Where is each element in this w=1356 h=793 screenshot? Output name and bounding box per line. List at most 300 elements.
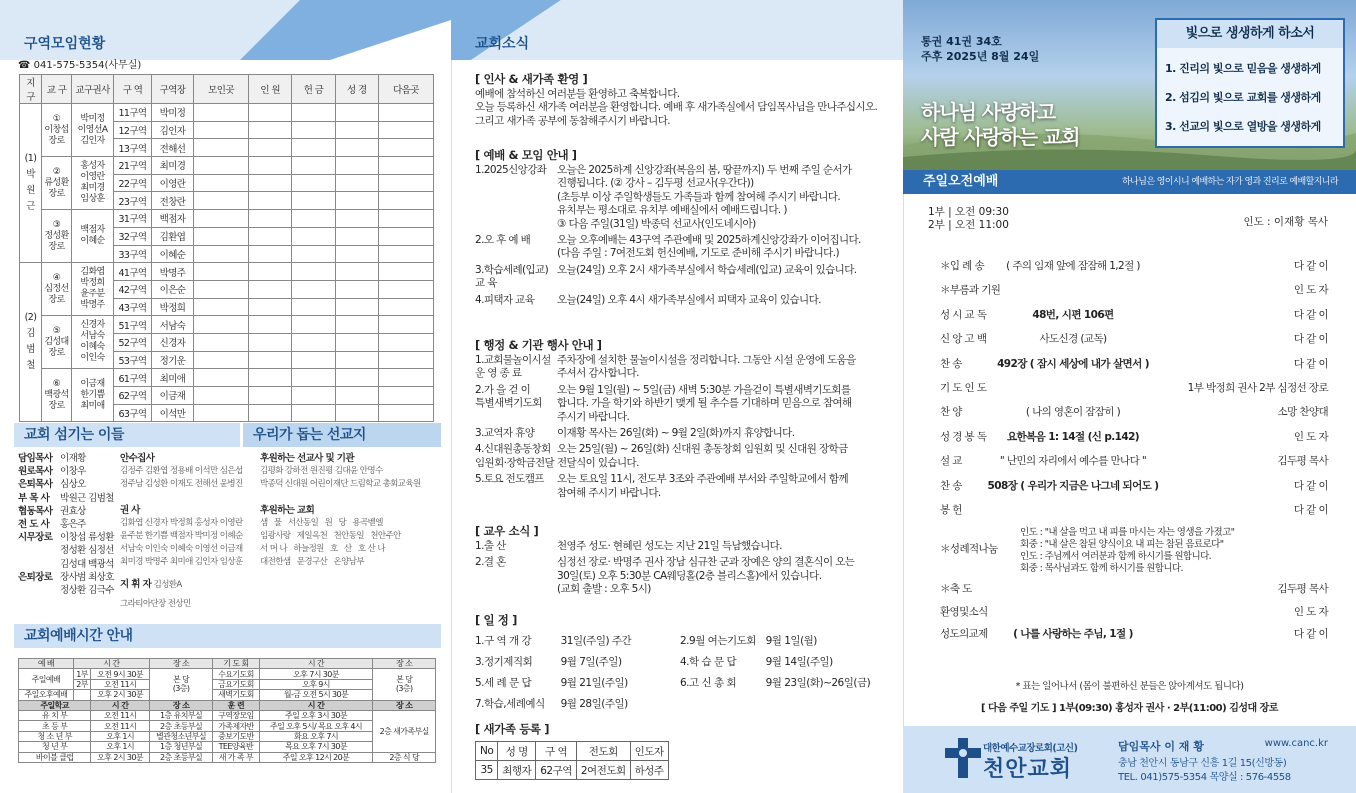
district-blank-cell [249, 192, 292, 210]
order-item: ＊부름과 기원 [940, 284, 1001, 297]
district-leader: 이영란 [152, 174, 194, 192]
order-leader: 다 같 이 [1293, 479, 1328, 492]
district-blank-cell [378, 387, 433, 405]
district-cell: 41구역 [114, 263, 152, 281]
sacrament-label: ＊성례적나눔 [940, 543, 998, 555]
notice-item [475, 473, 885, 500]
order-leader: 인 도 자 [1293, 284, 1328, 297]
gracia-leader: 그라티아단장 전상민 [120, 598, 191, 609]
service-order-row [928, 603, 1328, 621]
missionaries-title: 우리가 돕는 선교지 [253, 427, 366, 443]
order-item: 찬 송 [940, 357, 962, 370]
order-of-service [928, 257, 1328, 527]
order-leader: 소망 찬양대 [1277, 406, 1328, 419]
staff-name: 심상오 [60, 479, 86, 491]
order-leader: 김두평 목사 [1277, 583, 1328, 595]
order-content: 508장 ( 우리가 지금은 나그네 되어도 ) [987, 479, 1159, 492]
notice-item [475, 556, 885, 596]
right-panel [903, 0, 1356, 793]
support-line-1: 김평화 강하전 원진평 김대윤 안명수 [260, 466, 383, 477]
order-content: " 난민의 자리에서 예수를 만나다 " [999, 455, 1147, 468]
church-line: 대전한샘 문경구산 온양남부 [260, 557, 364, 568]
schedule-cell: 9월 21일(주일) [560, 677, 628, 689]
notice-label: 3.교역자 휴양 [475, 427, 535, 440]
newcomer-header-cell: 구 역 [536, 742, 577, 761]
motto-item: 1. 진리의 빛으로 믿음을 생생하게 [1165, 62, 1321, 75]
district-cell: 22구역 [114, 174, 152, 192]
parish-elder: ② 류성환 장로 [42, 157, 72, 210]
service-time-1: 1부 | 오전 09:30 [928, 206, 1009, 218]
district-cell: 52구역 [114, 333, 152, 351]
schedule-cell: 9월 23일(화)~26일(금) [765, 677, 871, 689]
order-leader: 인 도 자 [1293, 430, 1328, 443]
district-blank-cell [249, 157, 292, 175]
notice-text: 이재황 목사는 26일(화) ~ 9월 2일(화)까지 휴양합니다. [557, 427, 795, 440]
order-content: ( 나의 영혼이 잠잠히 ) [1025, 406, 1121, 419]
district-blank-cell [335, 351, 378, 369]
times-cell: 오후 2시 30분 [91, 752, 150, 762]
notice-text: 오늘은 2025하계 신앙강좌(복음의 봄, 땅끝까지) 두 번째 주일 순서가 진행됩니다. (② 강사 – 김두평 선교사(우간다)) (초등부 이상 주일학생들도 가족들과 함께 참여해 주시기 바랍니다. 유치부는 평소대로 유치부 예배실에서 예배드립니다. ) ③ 다음 주일(31일) 박종덕 선교사(인도네시아) [557, 164, 852, 230]
order-leader: 다 같 이 [1293, 357, 1328, 370]
times-cell: 오후 2시 30분 [91, 690, 150, 700]
order-content: 48번, 시편 106편 [1032, 308, 1114, 321]
gwonsa-title: 권 사 [120, 504, 140, 516]
district-blank-cell [249, 245, 292, 263]
schedule-cell: 6.고 신 총 회 [680, 677, 737, 689]
next-week-prayer: [ 다음 주일 기도 ] 1부(09:30) 홍성자 권사 · 2부(11:00) 김성대 장로 [981, 703, 1278, 714]
notice-text: 오는 9월 1일(월) ~ 5일(금) 새벽 5:30분 가을걷이 특별새벽기도회를 합니다. 가을 학기와 하반기 맺게 될 추수를 기대하며 믿음으로 참여해 주시기 바랍니다. [557, 383, 852, 423]
staff-name: 이재황 [60, 453, 86, 464]
schedule-cell: 1.구 역 개 강 [475, 635, 532, 647]
district-cell: 53구역 [114, 351, 152, 369]
slogan [921, 100, 1080, 150]
service-order-row [928, 355, 1328, 373]
parish-elder: ③ 정성환 장로 [42, 210, 72, 263]
district-blank-cell [249, 263, 292, 281]
sacrament-line: 회중 : 목사님과도 함께 하시기를 원합니다. [1020, 563, 1183, 574]
district-blank-cell [292, 387, 335, 405]
notice-label: 4.신대원총동창회 임원회·장학금전달 [475, 443, 555, 469]
times-cell: 1부 [73, 669, 91, 679]
district-blank-cell [292, 174, 335, 192]
deacons-line-2: 정주남 김성환 이재도 전해선 윤병진 [120, 479, 243, 490]
newcomer-table [475, 741, 669, 780]
district-blank-cell [292, 157, 335, 175]
service-times [928, 206, 1009, 232]
deacons-line-1: 김정주 김환엽 정용배 이석만 심은섭 [120, 466, 243, 477]
times-cell: TEE양육반 [213, 742, 259, 752]
district-label: (1) 박 원 근 [20, 104, 42, 263]
office-phone: ☎ 041-575-5354(사무실) [18, 60, 142, 71]
order-of-service-end [928, 580, 1328, 652]
times-cell: 수요기도회 [213, 669, 259, 679]
parish-gwonsa: 백점자 이혜순 [72, 210, 114, 263]
district-leader: 박명주 [152, 263, 194, 281]
times-cell: 오후 1시 [91, 731, 150, 741]
district-leader: 박미정 [152, 104, 194, 122]
times-cell: 2층 초등부실 [149, 721, 212, 731]
parish-gwonsa: 신경자 서남숙 이혜숙 이인숙 [72, 316, 114, 369]
district-row [20, 157, 434, 175]
parish-elder: ① 이창섭 장로 [42, 104, 72, 157]
schedule-cell: 2.9월 여는기도회 [680, 635, 756, 647]
gwonsa-line: 서남숙 이인숙 이혜숙 이영선 이금재 [120, 544, 243, 555]
notice-label: 2.결 혼 [475, 556, 506, 569]
schedule-row [475, 673, 885, 694]
news-title: 교회소식 [475, 36, 530, 52]
conductor-label: 지 휘 자 [120, 578, 152, 590]
district-blank-cell [378, 104, 433, 122]
district-blank-cell [249, 333, 292, 351]
motto-title: 빛으로 생생하게 하소서 [1157, 20, 1343, 48]
sacrament-block [928, 527, 1328, 579]
district-blank-cell [292, 121, 335, 139]
schedule-cell: 9월 28일(주일) [560, 698, 628, 710]
staff-row [18, 531, 120, 544]
district-blank-cell [292, 245, 335, 263]
parish-gwonsa: 박미정 이영선A 김인자 [72, 104, 114, 157]
district-leader: 서남숙 [152, 316, 194, 334]
staff-name: 정상환 김극수 [60, 585, 114, 597]
schedule-cell: 9월 7일(주일) [560, 656, 622, 668]
district-blank-cell [292, 298, 335, 316]
order-item: 찬 양 [940, 406, 962, 419]
times-cell: 금요기도회 [213, 679, 259, 689]
gwonsa-line: 김화엽 신경자 박정희 홍성자 이영란 [120, 517, 243, 528]
times-cell: 주일 오후 3시 30분 [259, 710, 373, 720]
missionaries-header [243, 423, 441, 447]
district-leader: 이은순 [152, 280, 194, 298]
times-cell: 새 가 족 부 [213, 752, 259, 762]
notice-item [475, 384, 885, 424]
district-leader: 박정희 [152, 298, 194, 316]
church-line: 임광사랑 제일옥천 천안동일 천안주안 [260, 531, 401, 542]
notice-item [475, 294, 885, 307]
newcomer-cell: 62구역 [536, 761, 577, 780]
district-blank-cell [378, 351, 433, 369]
times-cell: 새벽기도회 [213, 690, 259, 700]
newcomer-header-cell: No [476, 742, 498, 761]
district-blank-cell [335, 157, 378, 175]
times-header-cell: 장 소 [149, 700, 212, 710]
gwonsa-line: 윤주분 한기쁨 백점자 박미정 이혜순 [120, 531, 243, 542]
district-blank-cell [194, 263, 249, 281]
order-item: 성 시 교 독 [940, 308, 987, 321]
service-banner [903, 170, 1356, 194]
district-title: 구역모임현황 [24, 36, 106, 52]
staff-name: 이창섭 류성환 [60, 532, 114, 544]
district-blank-cell [292, 104, 335, 122]
order-item: 기 도 인 도 [940, 382, 987, 394]
district-blank-cell [249, 280, 292, 298]
district-blank-cell [378, 333, 433, 351]
district-blank-cell [335, 316, 378, 334]
district-cell: 42구역 [114, 280, 152, 298]
times-header-cell: 장 소 [373, 659, 436, 669]
district-blank-cell [194, 174, 249, 192]
schedule-cell: 9월 1일(월) [765, 635, 817, 647]
district-blank-cell [249, 404, 292, 422]
deacons-title: 안수집사 [120, 453, 155, 464]
times-cell: 오후 1시 [91, 742, 150, 752]
district-header-cell: 교 구 [42, 75, 72, 104]
staff-row [18, 505, 120, 518]
staff-name: 권효상 [60, 505, 86, 517]
district-blank-cell [292, 369, 335, 387]
staff-role: 은퇴목사 [18, 479, 53, 491]
district-blank-cell [249, 351, 292, 369]
district-row [20, 210, 434, 228]
district-blank-cell [335, 263, 378, 281]
schedule-cell: 31일(주일) 주간 [560, 635, 632, 647]
district-cell: 62구역 [114, 387, 152, 405]
sacrament-line: 인도 : "내 살을 먹고 내 피를 마시는 자는 영생을 가졌고" [1020, 527, 1235, 538]
district-cell: 43구역 [114, 298, 152, 316]
times-cell: 월-금 오전 5시 30분 [259, 690, 373, 700]
order-leader: 다 같 이 [1293, 333, 1328, 346]
church-line: 서 머 나 하늘정원 호 산 호 산 나 [260, 544, 385, 555]
times-cell: 1층 청년부실 [149, 742, 212, 752]
staff-row [18, 571, 120, 584]
churches-title: 후원하는 교회 [260, 504, 315, 516]
support-line-2: 박종덕 신대원 어린이재단 드림학교 총회교육원 [260, 479, 421, 490]
district-cell: 11구역 [114, 104, 152, 122]
notice-text: 오는 토요일 11시, 전도부 3조와 주관예배 부서와 주일학교에서 함께 참여해 주시기 바랍니다. [557, 473, 848, 499]
schedule-row [475, 652, 885, 673]
times-cell: 오전 11시 [91, 721, 150, 731]
order-leader: 다 같 이 [1293, 628, 1328, 640]
notice-item [475, 443, 885, 470]
district-blank-cell [249, 174, 292, 192]
district-label: (2) 김 범 철 [20, 263, 42, 422]
staff-row [18, 558, 120, 571]
times-cell: 1층 유치부실 [149, 710, 212, 720]
district-blank-cell [194, 245, 249, 263]
service-leader: 인도 : 이재황 목사 [1243, 216, 1328, 228]
greeting-line: 예배에 참석하신 여러분들 환영하고 축복합니다. [475, 88, 680, 100]
schedule-cell: 9월 14일(주일) [765, 656, 833, 668]
order-content: 사도신경 (교독) [1039, 333, 1107, 346]
order-item: ＊입 례 송 [940, 260, 985, 272]
district-header-cell: 구 역 [114, 75, 152, 104]
district-blank-cell [194, 280, 249, 298]
district-leader: 김인자 [152, 121, 194, 139]
notice-text: 오늘(24일) 오후 4시 새가족부실에서 피택자 교육이 있습니다. [557, 293, 821, 306]
district-blank-cell [194, 210, 249, 228]
district-row [20, 104, 434, 122]
service-order-row [928, 330, 1328, 348]
service-order-row [928, 379, 1328, 397]
bulletin-date: 주후 2025년 8월 24일 [921, 50, 1040, 63]
district-cell: 12구역 [114, 121, 152, 139]
times-header-cell: 기 도 회 [213, 659, 259, 669]
servers-header [14, 423, 240, 447]
notice-item [475, 234, 885, 261]
slogan-line-2: 사람 사랑하는 교회 [921, 125, 1080, 149]
schedule-cell: 5.세 례 문 답 [475, 677, 532, 689]
notice-item [475, 354, 885, 381]
order-leader: 다 같 이 [1293, 504, 1328, 516]
district-leader: 김환엽 [152, 227, 194, 245]
district-blank-cell [292, 139, 335, 157]
district-blank-cell [249, 227, 292, 245]
conductor [120, 578, 245, 592]
order-item: ＊축 도 [940, 583, 972, 595]
times-header-cell: 예 배 [19, 659, 74, 669]
times-cell: 유 치 부 [19, 710, 91, 720]
district-cell: 23구역 [114, 192, 152, 210]
schedule-cell: 7.학습,세례예식 [475, 698, 545, 710]
greeting-title: [ 인사 & 새가족 환영 ] [475, 72, 588, 86]
district-blank-cell [249, 316, 292, 334]
district-blank-cell [335, 174, 378, 192]
notice-label: 1.2025신앙강좌 [475, 164, 547, 176]
notice-label: 2.오 후 예 배 [475, 234, 531, 247]
district-cell: 61구역 [114, 369, 152, 387]
district-blank-cell [194, 333, 249, 351]
notice-label: 1.출 산 [475, 540, 506, 552]
member-news-section [475, 522, 885, 600]
deacons-block [120, 452, 245, 611]
service-time-2: 2부 | 오전 11:00 [928, 219, 1009, 231]
notice-label: 2.가 을 걷 이 특별새벽기도회 [475, 383, 542, 410]
notice-item [475, 164, 885, 231]
district-header-cell: 모인곳 [194, 75, 249, 104]
district-blank-cell [378, 157, 433, 175]
district-blank-cell [292, 351, 335, 369]
order-item: 성 경 봉 독 [940, 430, 987, 443]
staff-name: 박원근 김범철 [60, 492, 114, 504]
district-blank-cell [194, 192, 249, 210]
sacrament-line: 인도 : 주님께서 여러분과 함께 하시기를 원합니다. [1020, 551, 1212, 562]
meeting-title: [ 예배 & 모임 안내 ] [475, 148, 577, 162]
motto-item: 2. 섬김의 빛으로 교회를 생생하게 [1165, 91, 1321, 104]
district-blank-cell [378, 227, 433, 245]
church-name: 천안교회 [983, 757, 1073, 782]
order-content: 492장 ( 잠시 세상에 내가 살면서 ) [997, 357, 1149, 370]
district-leader: 정기운 [152, 351, 194, 369]
district-blank-cell [335, 139, 378, 157]
times-cell: 주일예배 [19, 669, 74, 690]
service-order-row [928, 257, 1328, 275]
denomination: 대한예수교장로회(고신) [983, 743, 1078, 754]
notice-item [475, 264, 885, 291]
order-item: 성도의교제 [940, 628, 988, 640]
times-header [14, 624, 441, 648]
order-leader: 다 같 이 [1293, 308, 1328, 321]
times-cell: 바이블 클럽 [19, 752, 91, 762]
district-cell: 31구역 [114, 210, 152, 228]
district-blank-cell [194, 227, 249, 245]
schedule-cell: 4.학 습 문 답 [680, 656, 737, 668]
times-cell: 청 년 부 [19, 742, 91, 752]
parish-gwonsa: 김화엽 박정희 윤주분 박명주 [72, 263, 114, 316]
admin-title: [ 행정 & 기관 행사 안내 ] [475, 338, 602, 352]
newcomer-cell: 하성주 [630, 761, 668, 780]
district-blank-cell [335, 121, 378, 139]
district-blank-cell [292, 316, 335, 334]
order-leader: 1부 박정희 권사 2부 심정선 장로 [1187, 382, 1328, 394]
parish-gwonsa: 이금재 한기쁨 최미애 [72, 369, 114, 422]
gwonsa-line: 최미경 박명주 최미애 김인자 임상훈 [120, 557, 243, 568]
newcomer-title: [ 새가족 등록 ] [475, 722, 550, 736]
newcomer-header-cell: 전도회 [576, 742, 630, 761]
order-content: ( 나를 사랑하는 주님, 1절 ) [1013, 628, 1133, 640]
notice-item [475, 427, 885, 440]
district-blank-cell [378, 298, 433, 316]
district-blank-cell [378, 280, 433, 298]
times-cell: 청 소 년 부 [19, 731, 91, 741]
service-order-row [928, 501, 1328, 519]
notice-label: 3.학습세례(입교) 교 육 [475, 263, 549, 290]
order-item: 봉 헌 [940, 504, 962, 516]
notice-label: 4.피택자 교육 [475, 293, 535, 306]
times-cell: 중보기도반 [213, 731, 259, 741]
district-blank-cell [249, 139, 292, 157]
district-cell: 32구역 [114, 227, 152, 245]
district-blank-cell [249, 298, 292, 316]
district-cell: 51구역 [114, 316, 152, 334]
newcomer-section [475, 720, 885, 780]
service-order-row [928, 580, 1328, 598]
times-cell: 주일오후예배 [19, 690, 74, 700]
order-item: 찬 송 [940, 479, 962, 492]
left-panel [0, 0, 451, 793]
schedule-title: [ 일 정 ] [475, 613, 517, 627]
notice-text: 심정선 장로· 박명주 권사 장남 심규찬 군과 장예은 양의 결혼식이 오는 30일(토) 오후 5:30분 CA웨딩홀(2층 블리스홀)에서 있습니다. (교회 출발 : 오후 5시) [557, 556, 855, 596]
district-header-cell: 다음곳 [378, 75, 433, 104]
district-blank-cell [335, 404, 378, 422]
district-blank-cell [378, 369, 433, 387]
middle-panel [451, 0, 903, 793]
district-blank-cell [194, 351, 249, 369]
order-item: 신 앙 고 백 [940, 333, 987, 346]
schedule-row [475, 631, 885, 652]
gwonsa-list [120, 517, 245, 570]
staff-name: 홍은주 [60, 519, 86, 531]
times-cell: 오후 9시 [259, 679, 373, 689]
notice-text: 오늘(24일) 오후 2시 새가족부실에서 학습세례(입교) 교육이 있습니다. [557, 263, 857, 276]
district-blank-cell [249, 387, 292, 405]
staff-row [18, 478, 120, 491]
district-blank-cell [194, 404, 249, 422]
schedule-cell [766, 694, 885, 715]
district-cell: 21구역 [114, 157, 152, 175]
greeting-text [475, 88, 885, 128]
service-verse: 하나님은 영이시니 예배하는 자가 영과 진리로 예배할지니라 [1122, 177, 1338, 187]
district-row [20, 369, 434, 387]
parish-gwonsa: 홍성자 이영란 최미경 임상훈 [72, 157, 114, 210]
footer [903, 726, 1356, 793]
times-cell: 목요 오후 7시 30분 [259, 742, 373, 752]
district-blank-cell [378, 404, 433, 422]
staff-row [18, 584, 120, 597]
times-cell: 2부 [73, 679, 91, 689]
district-blank-cell [335, 298, 378, 316]
district-blank-cell [335, 245, 378, 263]
support-title: 후원하는 선교사 및 기관 [260, 453, 354, 464]
website[interactable]: www.canc.kr [1264, 738, 1328, 749]
district-blank-cell [194, 104, 249, 122]
times-header-cell: 시 간 [91, 700, 150, 710]
service-order-row [928, 403, 1328, 421]
staff-name: 김성대 백광석 [60, 558, 114, 570]
staff-role: 부 목 사 [18, 492, 50, 504]
district-blank-cell [378, 316, 433, 334]
service-order-row [928, 428, 1328, 446]
newcomer-cell: 35 [476, 761, 498, 780]
district-blank-cell [335, 387, 378, 405]
